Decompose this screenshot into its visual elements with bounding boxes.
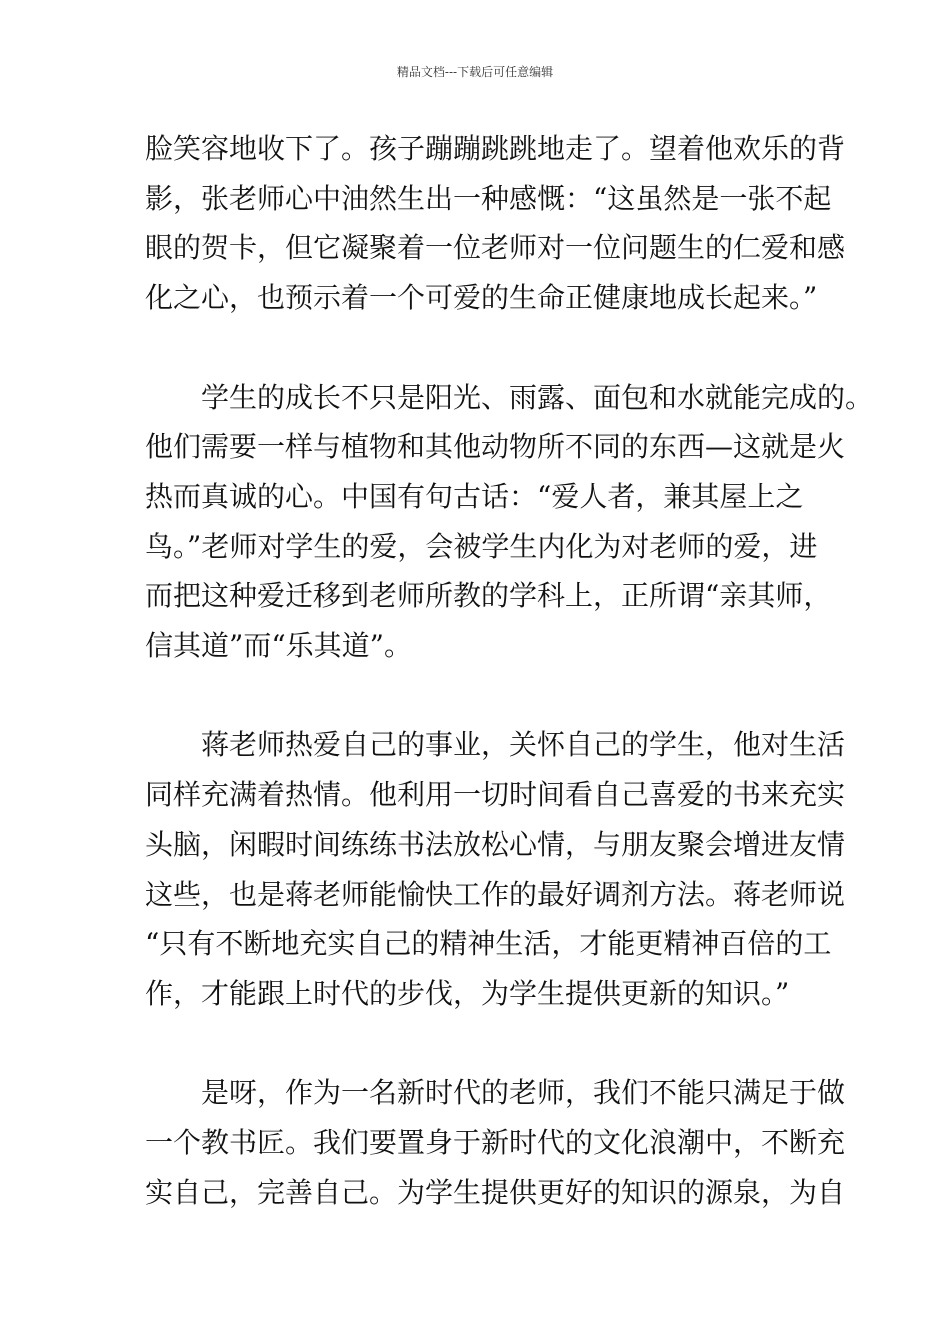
page-header: 精品文档---下载后可任意编辑 <box>396 65 554 79</box>
text-line: 这些，也是蒋老师能愉快工作的最好调剂方法。蒋老师说 <box>145 877 846 911</box>
paragraph-2 <box>145 373 874 671</box>
paragraph-1 <box>145 124 846 323</box>
text-line: 一个教书匠。我们要置身于新时代的文化浪潮中，不断充 <box>145 1126 846 1160</box>
text-line: 信其道”而“乐其道”。 <box>145 629 412 663</box>
text-line: 蒋老师热爱自己的事业，关怀自己的学生，他对生活 <box>201 728 846 762</box>
text-line: 影，张老师心中油然生出一种感慨：“这虽然是一张不起 <box>145 181 832 215</box>
text-line: 化之心，也预示着一个可爱的生命正健康地成长起来。” <box>145 281 818 315</box>
document-body <box>145 124 874 1217</box>
text-line: 同样充满着热情。他利用一切时间看自己喜爱的书来充实 <box>145 778 846 812</box>
text-line: 热而真诚的心。中国有句古话：“爱人者，兼其屋上之 <box>145 479 804 513</box>
text-line: 眼的贺卡，但它凝聚着一位老师对一位问题生的仁爱和感 <box>145 231 846 265</box>
text-line: “只有不断地充实自己的精神生活，才能更精神百倍的工 <box>145 927 832 961</box>
text-line: 学生的成长不只是阳光、雨露、面包和水就能完成的。 <box>201 380 874 414</box>
text-line: 他们需要一样与植物和其他动物所不同的东西—这就是火 <box>145 430 846 464</box>
paragraph-4 <box>145 1068 846 1217</box>
text-line: 鸟。”老师对学生的爱，会被学生内化为对老师的爱，进 <box>145 529 818 563</box>
text-line: 而把这种爱迁移到老师所教的学科上，正所谓“亲其师， <box>145 579 832 613</box>
text-line: 是呀，作为一名新时代的老师，我们不能只满足于做 <box>201 1076 846 1110</box>
text-line: 脸笑容地收下了。孩子蹦蹦跳跳地走了。望着他欢乐的背 <box>145 132 846 165</box>
text-line: 实自己，完善自己。为学生提供更好的知识的源泉，为自 <box>145 1175 846 1209</box>
text-line: 头脑，闲暇时间练练书法放松心情，与朋友聚会增进友情 <box>145 827 846 861</box>
text-line: 作，才能跟上时代的步伐，为学生提供更新的知识。” <box>145 976 790 1010</box>
paragraph-3 <box>145 720 846 1018</box>
